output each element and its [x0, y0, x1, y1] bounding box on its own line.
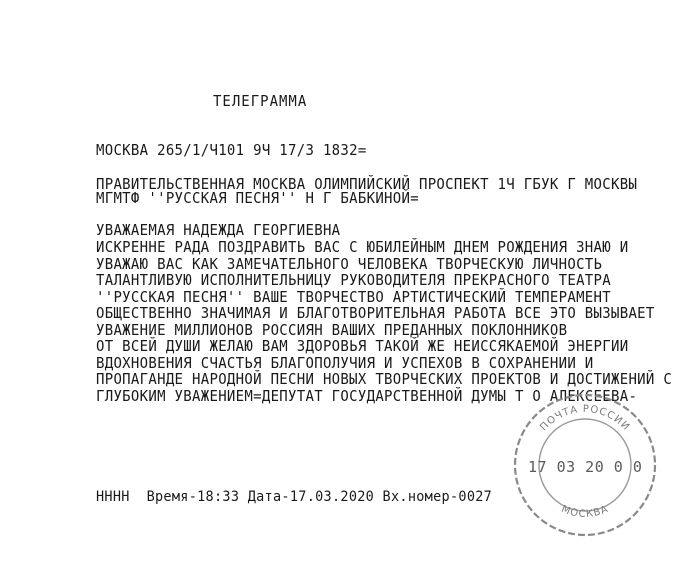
body-line: ПРОПАГАНДЕ НАРОДНОЙ ПЕСНИ НОВЫХ ТВОРЧЕСКИХ ПРОЕКТОВ И ДОСТИЖЕНИЙ С [96, 371, 673, 389]
address-line: ПРАВИТЕЛЬСТВЕННАЯ МОСКВА ОЛИМПИЙСКИЙ ПРОСПЕКТ 1Ч ГБУК Г МОСКВЫ [96, 176, 638, 194]
body-line: ГЛУБОКИМ УВАЖЕНИЕМ=ДЕПУТАТ ГОСУДАРСТВЕННОЙ ДУМЫ Т О АЛЕКСЕЕВА- [96, 388, 638, 406]
body-line: ОБЩЕСТВЕННО ЗНАЧИМАЯ И БЛАГОТВОРИТЕЛЬНАЯ РАБОТА ВСЕ ЭТО ВЫЗЫВАЕТ [96, 305, 655, 323]
body-line: ИСКРЕННЕ РАДА ПОЗДРАВИТЬ ВАС С ЮБИЛЕЙНЫМ ДНЕМ РОЖДЕНИЯ ЗНАЮ И [96, 239, 629, 257]
stamp-top-text: ПОЧТА РОССИИ [538, 403, 632, 434]
telegram-title: ТЕЛЕГРАММА [213, 93, 308, 111]
body-line: УВАЖАЕМАЯ НАДЕЖДА ГЕОРГИЕВНА [96, 222, 341, 240]
body-line: ВДОХНОВЕНИЯ СЧАСТЬЯ БЛАГОПОЛУЧИЯ И УСПЕХОВ В СОХРАНЕНИИ И [96, 355, 594, 373]
body-line: ОТ ВСЕЙ ДУШИ ЖЕЛАЮ ВАМ ЗДОРОВЬЯ ТАКОЙ ЖЕ НЕИССЯКАЕМОЙ ЭНЕРГИИ [96, 338, 629, 356]
body-line: УВАЖАЮ ВАС КАК ЗАМЕЧАТЕЛЬНОГО ЧЕЛОВЕКА ТВОРЧЕСКУЮ ЛИЧНОСТЬ [96, 256, 603, 274]
body-line: ТАЛАНТЛИВУЮ ИСПОЛНИТЕЛЬНИЦУ РУКОВОДИТЕЛЯ ПРЕКРАСНОГО ТЕАТРА [96, 272, 611, 290]
body-line: ''РУССКАЯ ПЕСНЯ'' ВАШЕ ТВОРЧЕСТВО АРТИСТИЧЕСКИЙ ТЕМПЕРАМЕНТ [96, 289, 611, 307]
stamp-date: 17 03 20 0 0 [528, 458, 643, 476]
body-line: УВАЖЕНИЕ МИЛЛИОНОВ РОССИЯН ВАШИХ ПРЕДАННЫХ ПОКЛОННИКОВ [96, 322, 568, 340]
svg-text:МОСКВА [560, 504, 611, 520]
receipt-footer: НННН Время-18:33 Дата-17.03.2020 Вх.номер-0027 [96, 488, 493, 506]
origin-line: МОСКВА 265/1/Ч101 9Ч 17/3 1832= [96, 142, 367, 160]
address-line: МГМТФ ''РУССКАЯ ПЕСНЯ'' Н Г БАБКИНОЙ= [96, 190, 419, 208]
stamp-bottom-text: МОСКВА [559, 503, 611, 520]
